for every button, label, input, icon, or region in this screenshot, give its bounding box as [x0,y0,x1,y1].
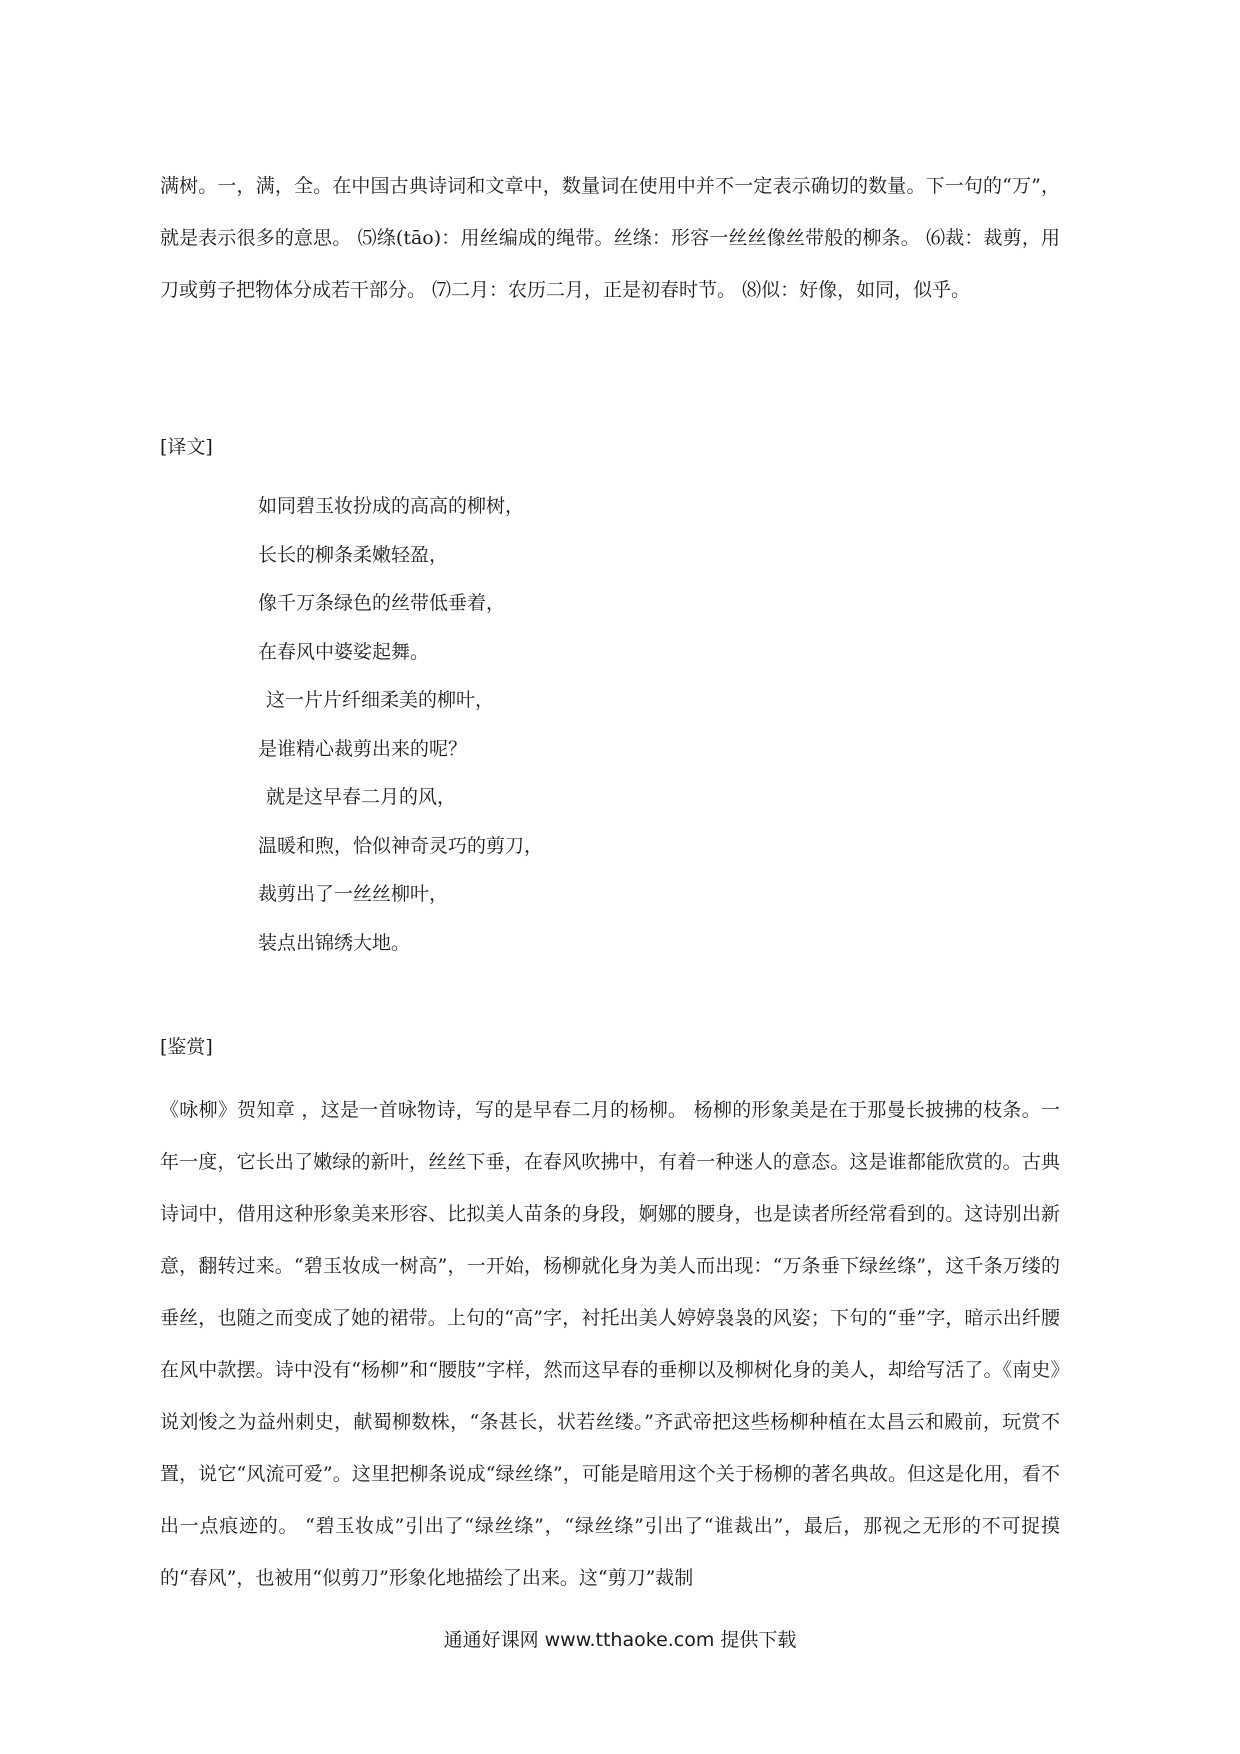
notes-paragraph: 满树。一，满，全。在中国古典诗词和文章中，数量词在使用中并不一定表示确切的数量。下一句的“万”，就是表示很多的意思。 ⑸绦(tāo)：用丝编成的绳带。丝绦：形容一丝丝像丝带般的柳条。 ⑹裁：裁剪，用刀或剪子把物体分成若干部分。 ⑺二月：农历二月，正是初春时节。 ⑻似：好像，如同，似乎。 [160,175,1060,301]
verse-line: 这一片片纤细柔美的柳叶， [266,689,495,711]
footer-download-note: 通通好课网 www.tthaoke.com 提供下载 [443,1629,797,1651]
appreciation-paragraph: 《咏柳》贺知章 ，这是一首咏物诗，写的是早春二月的杨柳。 杨柳的形象美是在于那曼长披拂的枝条。一年一度，它长出了嫩绿的新叶，丝丝下垂，在春风吹拂中，有着一种迷人的意态。这是谁都能欣赏的。古典诗词中，借用这种形象美来形容、比拟美人苗条的身段，婀娜的腰身，也是读者所经常看到的。这诗别出新意，翻转过来。“碧玉妆成一树高”，一开始，杨柳就化身为美人而出现：“万条垂下绿丝绦”，这千条万缕的垂丝，也随之而变成了她的裙带。上句的“高”字，衬托出美人婷婷袅袅的风姿；下句的“垂”字，暗示出纤腰在风中款摆。诗中没有“杨柳”和“腰肢”字样，然而这早春的垂柳以及柳树化身的美人，却给写活了。《南史》说刘悛之为益州刺史，献蜀柳数株，“条甚长，状若丝缕。”齐武帝把这些杨柳种植在太昌云和殿前，玩赏不置，说它“风流可爱”。这里把柳条说成“绿丝绦”，可能是暗用这个关于杨柳的著名典故。但这是化用，看不出一点痕迹的。 “碧玉妆成”引出了“绿丝绦”，“绿丝绦”引出了“谁裁出”，最后，那视之无形的不可捉摸的“春风”，也被用“似剪刀”形象化地描绘了出来。这“剪刀”裁制 [160,1099,1060,1589]
verse-line: 装点出锦绣大地。 [258,931,411,954]
verse-line: 如同碧玉妆扮成的高高的柳树， [258,495,525,517]
verse-line: 温暖和煦，恰似神奇灵巧的剪刀， [258,834,544,857]
verse-line: 像千万条绿色的丝带低垂着， [258,592,506,614]
verse-line: 在春风中婆娑起舞。 [258,640,430,663]
verse-line: 就是这早春二月的风， [266,786,457,808]
translation-heading: [译文] [160,436,213,458]
verse-line: 是谁精心裁剪出来的呢？ [258,737,468,760]
verse-line: 长长的柳条柔嫩轻盈， [258,543,449,566]
translation-verse [258,482,543,967]
verse-line: 裁剪出了一丝丝柳叶， [258,883,449,905]
appreciation-heading: [鉴赏] [160,1036,213,1058]
